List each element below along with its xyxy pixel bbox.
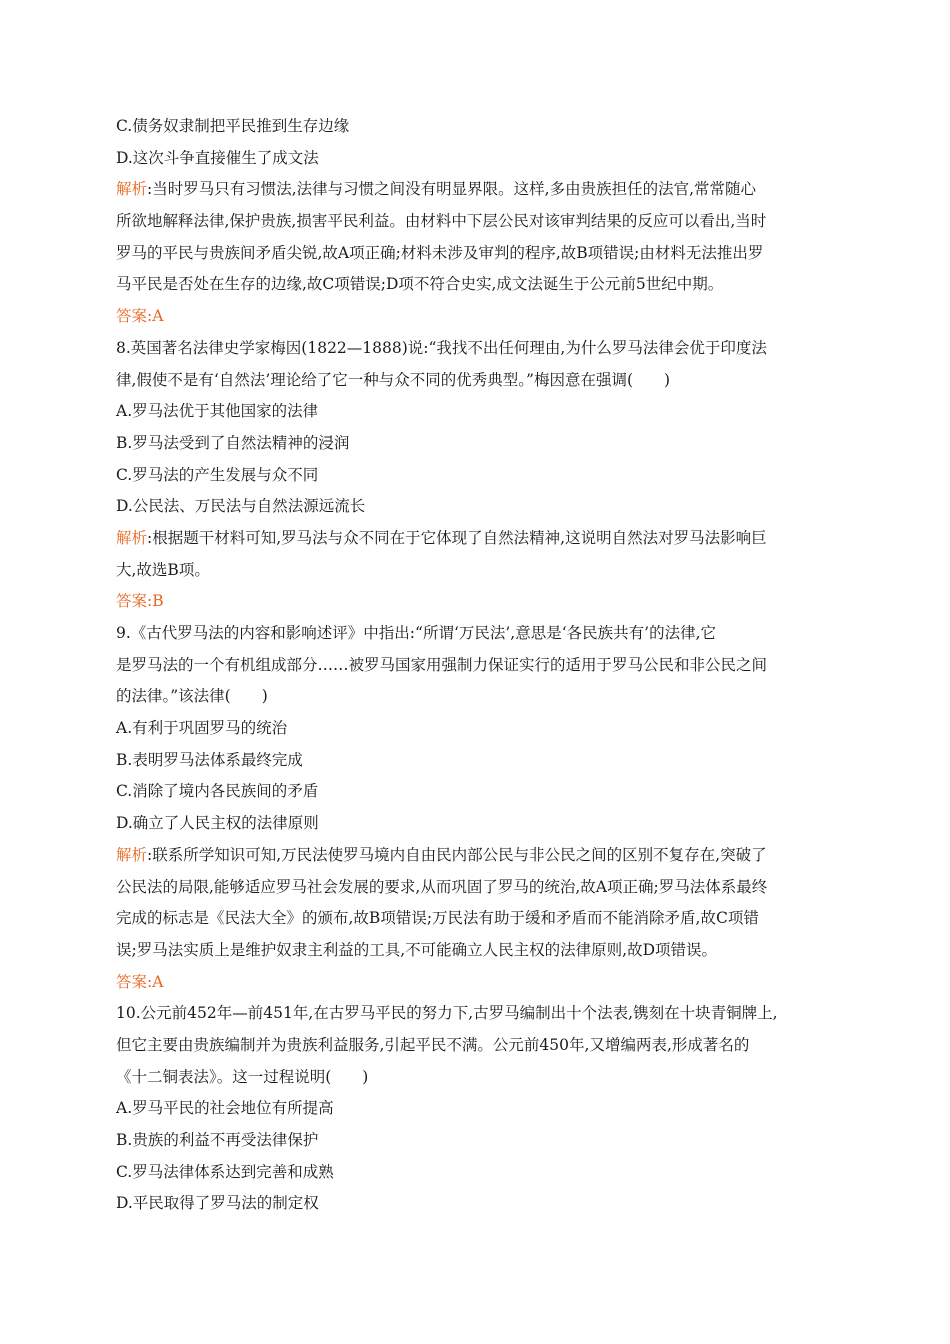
answer-value: :A [147, 307, 164, 326]
analysis-text: 完成的标志是《民法大全》的颁布,故B项错误;万民法有助于缓和矛盾而不能消除矛盾,故C项错 [116, 909, 759, 928]
option-c: C.债务奴隶制把平民推到生存边缘 [116, 117, 350, 135]
question-text: 律,假使不是有‘自然法’理论给了它一种与众不同的优秀典型。”梅因意在强调( ) [116, 370, 671, 389]
analysis-text: :根据题干材料可知,罗马法与众不同在于它体现了自然法精神,这说明自然法对罗马法影响巨 [147, 528, 767, 547]
answer-label: 答案 [116, 972, 148, 991]
question-7-options [116, 111, 836, 174]
question-9-options [116, 713, 836, 840]
analysis-text: 所欲地解释法律,保护贵族,损害平民利益。由材料中下层公民对该审判结果的反应可以看出,当时 [116, 212, 767, 231]
question-number: 8. [116, 338, 131, 357]
option-b: B.贵族的利益不再受法律保护 [116, 1131, 319, 1149]
analysis-text: 罗马的平民与贵族间矛盾尖锐,故A项正确;材料未涉及审判的程序,故B项错误;由材料无法推出罗 [116, 243, 764, 262]
question-text: 英国著名法律史学家梅因(1822—1888)说:“我找不出任何理由,为什么罗马法律会优于印度法 [130, 338, 767, 357]
question-8-stem [116, 333, 836, 396]
option-d: D.公民法、万民法与自然法源远流长 [116, 497, 366, 516]
question-number: 10. [116, 1004, 141, 1023]
answer-value: :B [147, 592, 164, 611]
question-text: 是罗马法的一个有机组成部分……被罗马国家用强制力保证实行的适用于罗马公民和非公民之间 [116, 655, 768, 674]
option-c: C.罗马法律体系达到完善和成熟 [116, 1162, 334, 1181]
option-d: D.平民取得了罗马法的制定权 [116, 1194, 319, 1213]
analysis-label: 解析 [116, 528, 148, 547]
question-10-options [116, 1093, 836, 1220]
document-body [116, 111, 836, 1220]
analysis-text: 误;罗马法实质上是维护奴隶主利益的工具,不可能确立人民主权的法律原则,故D项错误。 [116, 940, 718, 959]
question-8-answer [116, 586, 836, 618]
option-a: A.罗马平民的社会地位有所提高 [116, 1099, 334, 1118]
question-text: 的法律。”该法律( ) [116, 687, 268, 706]
question-7-answer [116, 301, 836, 333]
option-b: B.表明罗马法体系最终完成 [116, 750, 303, 769]
analysis-label: 解析 [116, 180, 148, 199]
question-10-stem [116, 998, 836, 1093]
option-d: D.确立了人民主权的法律原则 [116, 814, 319, 833]
question-9-stem [116, 618, 836, 713]
analysis-text: :联系所学知识可知,万民法使罗马境内自由民内部公民与非公民之间的区别不复存在,突破了 [147, 845, 767, 864]
option-c: C.罗马法的产生发展与众不同 [116, 465, 319, 484]
option-c: C.消除了境内各民族间的矛盾 [116, 782, 319, 801]
question-text: 《十二铜表法》。这一过程说明( ) [116, 1067, 369, 1086]
answer-value: :A [147, 972, 164, 991]
question-8-options [116, 396, 836, 523]
question-number: 9. [116, 624, 131, 642]
analysis-label: 解析 [116, 845, 148, 864]
analysis-text: 马平民是否处在生存的边缘,故C项错误;D项不符合史实,成文法诞生于公元前5世纪中期。 [116, 275, 724, 294]
option-a: A.罗马法优于其他国家的法律 [116, 402, 319, 421]
question-9-analysis [116, 840, 836, 967]
answer-label: 答案 [116, 592, 148, 611]
question-9-answer [116, 967, 836, 999]
analysis-text: :当时罗马只有习惯法,法律与习惯之间没有明显界限。这样,多由贵族担任的法官,常常随心 [147, 180, 757, 199]
analysis-text: 公民法的局限,能够适应罗马社会发展的要求,从而巩固了罗马的统治,故A项正确;罗马法体系最终 [116, 877, 768, 896]
question-7-analysis [116, 174, 836, 301]
question-text: 但它主要由贵族编制并为贵族利益服务,引起平民不满。公元前450年,又增编两表,形成著名的 [116, 1035, 750, 1054]
answer-label: 答案 [116, 307, 148, 326]
analysis-text: 大,故选B项。 [116, 560, 210, 579]
question-text: 《古代罗马法的内容和影响述评》中指出:“所谓‘万民法’,意思是‘各民族共有’的法律,它 [130, 624, 717, 642]
option-d: D.这次斗争直接催生了成文法 [116, 148, 319, 167]
option-a: A.有利于巩固罗马的统治 [116, 719, 288, 738]
question-text: 公元前452年—前451年,在古罗马平民的努力下,古罗马编制出十个法表,镌刻在十块青铜牌上, [140, 1004, 778, 1023]
option-b: B.罗马法受到了自然法精神的浸润 [116, 433, 350, 452]
question-8-analysis [116, 523, 836, 586]
